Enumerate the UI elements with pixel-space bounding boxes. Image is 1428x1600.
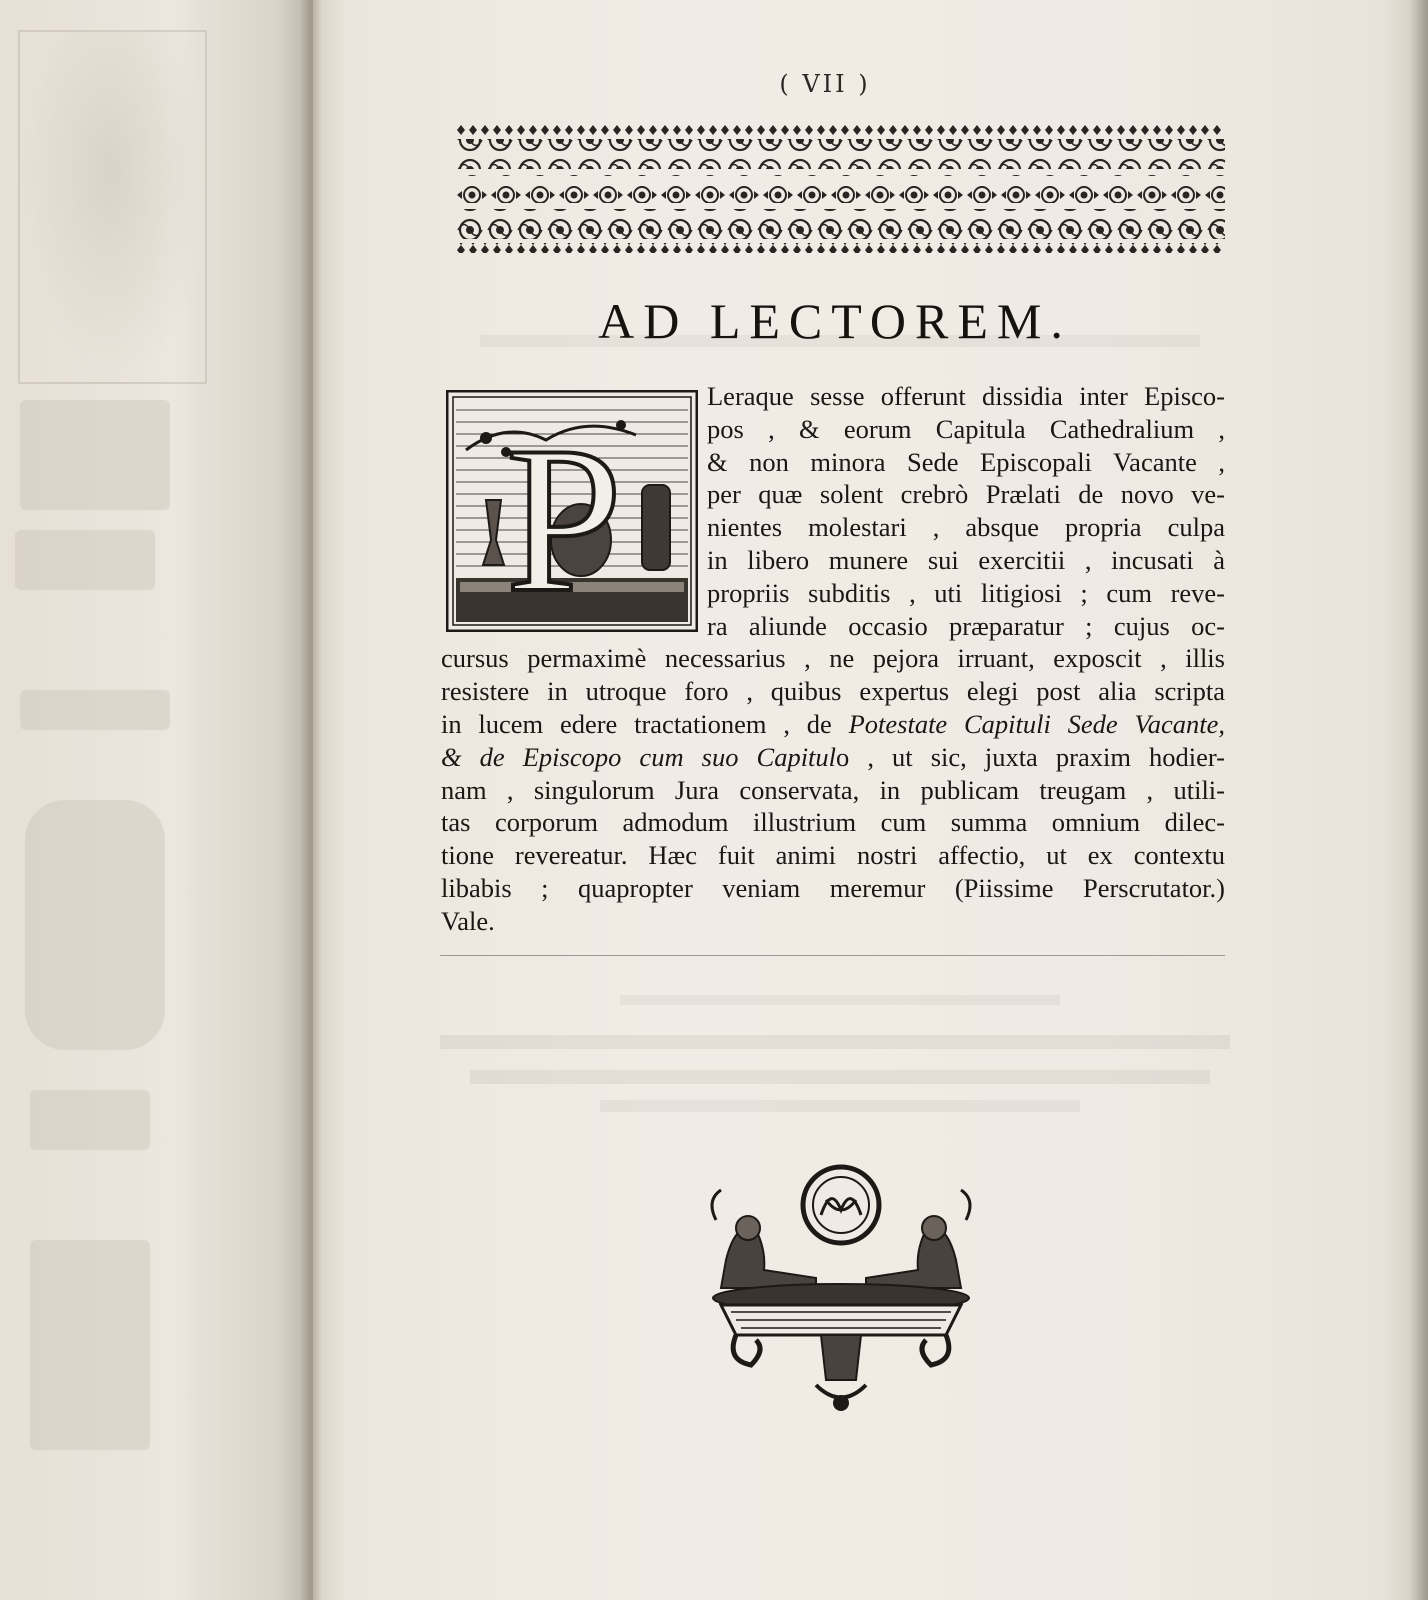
faded-block xyxy=(30,1090,150,1150)
text-line: & de Episcopo cum suo Capitulo , ut sic, juxta praxim hodier- xyxy=(441,741,1225,772)
text-line: in libero munere sui exercitii , incusati à xyxy=(707,545,1225,575)
bleed-through-band xyxy=(620,995,1060,1005)
faded-block xyxy=(20,400,170,510)
text-line: in lucem edere tractationem , de Potestate Capituli Sede Vacante, xyxy=(441,709,1225,739)
book-gutter xyxy=(300,0,322,1600)
faded-block xyxy=(20,690,170,730)
drop-cap-letter: P xyxy=(505,404,623,632)
text-line: ra aliunde occasio præparatur ; cujus oc- xyxy=(707,610,1225,641)
sphinx-tailpiece-ornament xyxy=(706,1160,976,1420)
faded-illustration xyxy=(18,30,207,384)
text-line: & non minora Sede Episcopali Vacante , xyxy=(707,446,1225,477)
text-line: per quæ solent crebrò Prælati de novo ve- xyxy=(707,479,1225,510)
text-line: Vale. xyxy=(441,905,495,936)
bleed-through-band xyxy=(470,1070,1210,1084)
page-number: ( VII ) xyxy=(779,70,871,98)
page-heading: AD LECTOREM. xyxy=(598,293,1072,349)
bleed-through-band xyxy=(440,1035,1230,1049)
left-page xyxy=(0,0,315,1600)
text-line: cursus permaximè necessarius , ne pejora irruant, exposcit , illis xyxy=(441,643,1225,674)
text-line: nientes molestari , absque propria culpa xyxy=(707,512,1225,543)
text-line: resistere in utroque foro , quibus expertus elegi post alia scripta xyxy=(441,676,1225,707)
page-edge xyxy=(1410,0,1428,1600)
text-line: propriis subditis , uti litigiosi ; cum reve- xyxy=(707,577,1225,608)
text-line: pos , & eorum Capitula Cathedralium , xyxy=(707,413,1225,444)
faded-block xyxy=(25,800,165,1050)
faded-block xyxy=(15,530,155,590)
ornamental-headpiece xyxy=(455,125,1225,255)
text-line: libabis ; quapropter veniam meremur (Piissime Perscrutator.) xyxy=(441,873,1225,903)
text-line: Leraque sesse offerunt dissidia inter Episco- xyxy=(707,381,1225,411)
text-line: tione revereatur. Hæc fuit animi nostri affectio, ut ex contextu xyxy=(441,840,1225,871)
historiated-initial xyxy=(446,390,698,632)
text-line: tas corporum admodum illustrium cum summa omnium dilec- xyxy=(441,807,1225,838)
bleed-through-band xyxy=(600,1100,1080,1112)
text-line: nam , singulorum Jura conservata, in publicam treugam , utili- xyxy=(441,774,1225,805)
divider-rule xyxy=(440,955,1225,956)
faded-block xyxy=(30,1240,150,1450)
